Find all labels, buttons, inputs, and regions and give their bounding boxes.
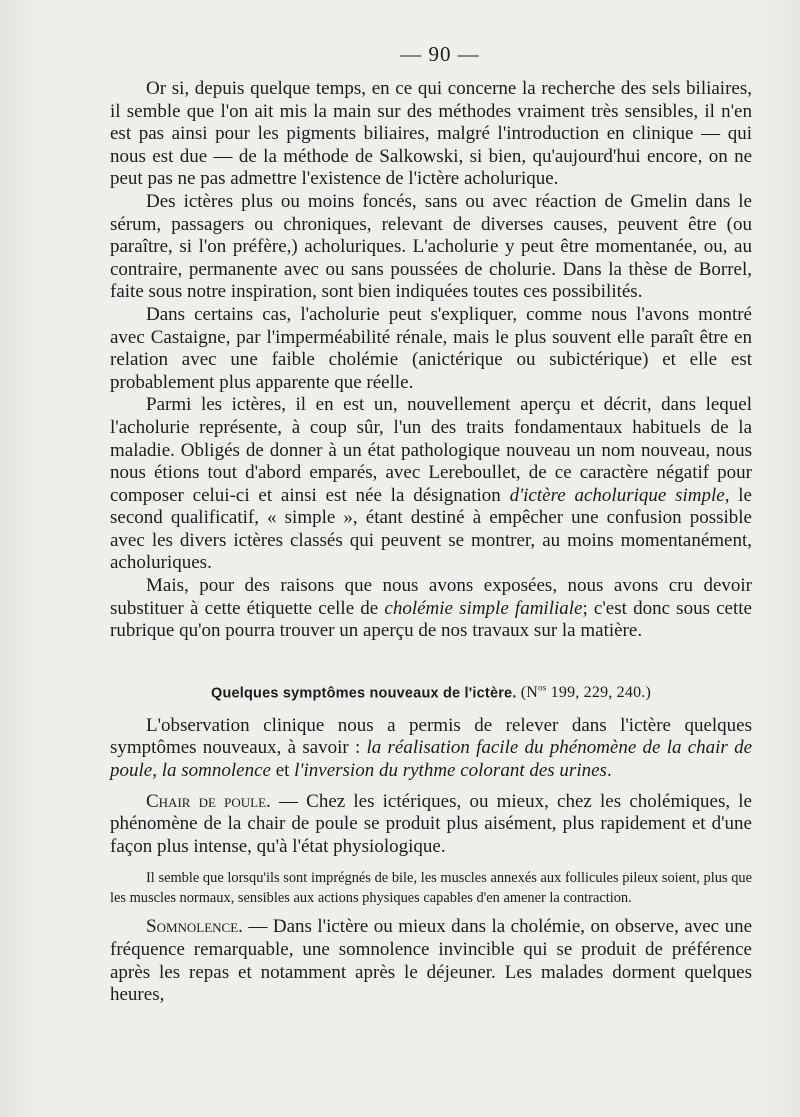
section-heading-reference (521, 684, 651, 701)
reference-superscript: os (538, 682, 547, 693)
paragraph-6-text-b: et (270, 759, 295, 781)
paragraph-6-text-c: . (606, 759, 612, 781)
paragraph-8 (110, 916, 752, 1006)
paragraph-3: Dans certains cas, l'acholurie peut s'expliquer, comme nous l'avons montré avec Castaigne, par l'imperméabilité rénale, mais le plus souvent elle paraît être en relation avec une faible cholémie (anictérique ou subictérique) et elle est probablement plus apparente que réelle. (110, 303, 752, 393)
paragraph-8-text: — Dans l'ictère ou mieux dans la cholémie, on observe, avec une fréquence remarquable, une somnolence invincible qui se produit de préférence après les repas et notamment après le déjeuner. Les malades dorment quelques heures, (110, 916, 752, 1006)
paragraph-4 (110, 394, 752, 575)
paragraph-6-italic-a: la réalisation facile du phénomène de la chair de poule, la somnolence (110, 737, 752, 781)
reference-numbers: 199, 229, 240.) (546, 684, 652, 702)
paragraph-7 (110, 791, 752, 859)
paragraph-6-text-a: L'observation clinique nous a permis de relever dans l'ictère quelques symptômes nouveaux, à savoir : (110, 714, 752, 759)
paragraph-1: Or si, depuis quelque temps, en ce qui concerne la recherche des sels biliaires, il semble que l'on ait mis la main sur des méthodes vraiment très sensibles, il n'en est pas ainsi pour les pigments biliaires, malgré l'introduction en clinique — qui nous est due — de la méthode de Salkowski, si bien, qu'aujourd'hui encore, on ne peut pas ne pas admettre l'existence de l'ictère acholurique. (110, 78, 752, 190)
paragraph-5-italic: cholémie simple familiale (384, 597, 583, 619)
paragraph-5-text-b: ; c'est donc sous cette rubrique qu'on pourra trouver un aperçu de nos travaux sur la matière. (110, 597, 752, 642)
paragraph-4-text-b: , le second qualificatif, « simple », étant destiné à empêcher une confusion possible avec les divers ictères classés qui peuvent se montrer, au moins momentanément, acholuriques. (110, 484, 752, 574)
note-text: Il semble que lorsqu'ils sont imprégnés de bile, les muscles annexés aux follicules pileux soient, plus que les muscles normaux, sensibles aux actions physiques capables d'en amener la contraction. (110, 870, 752, 907)
paragraph-2: Des ictères plus ou moins foncés, sans ou avec réaction de Gmelin dans le sérum, passagers ou chroniques, relevant de diverses causes, peuvent être (ou paraître, si l'on préfère,) acholuriques. L'acholurie y peut être momentanée, ou, au contraire, permanente avec ou sans poussées de cholurie. Dans la thèse de Borrel, faite sous notre inspiration, sont bien indiquées toutes ces possibilités. (110, 190, 752, 303)
section-heading (110, 677, 752, 705)
paragraph-6-italic-b: l'inversion du rythme colorant des urines (294, 759, 607, 781)
paragraph-4-text-a: Parmi les ictères, il en est un, nouvellement aperçu et décrit, dans lequel l'acholurie représente, à coup sûr, l'un des traits fondamentaux habituels de la maladie. Obligés de donner à un état pathologique nouveau un nom nouveau, nous nous étions tout d'abord emparés, avec Lereboullet, de ce caractère négatif pour composer celui-ci et ainsi est née la désignation (110, 394, 752, 506)
paragraph-4-italic: d'ictère acholurique simple (509, 484, 725, 506)
reference-open: (N (520, 684, 539, 702)
section-heading-title: Quelques symptômes nouveaux de l'ictère. (210, 685, 517, 702)
paragraph-7-label: Chair de poule. (146, 790, 271, 812)
page-number: — 90 — (400, 42, 480, 66)
paragraph-8-label: Somnolence. (146, 916, 243, 938)
paragraph-7-text: — Chez les ictériques, ou mieux, chez les cholémiques, le phénomène de la chair de poule se produit plus aisément, plus rapidement et d'une façon plus intense, qu'à l'état physiologique. (110, 790, 752, 857)
body-text (110, 78, 752, 1007)
paragraph-5 (110, 575, 752, 643)
paragraph-6 (110, 715, 752, 783)
paragraph-5-text-a: Mais, pour des raisons que nous avons exposées, nous avons cru devoir substituer à cette étiquette celle de (110, 575, 752, 619)
